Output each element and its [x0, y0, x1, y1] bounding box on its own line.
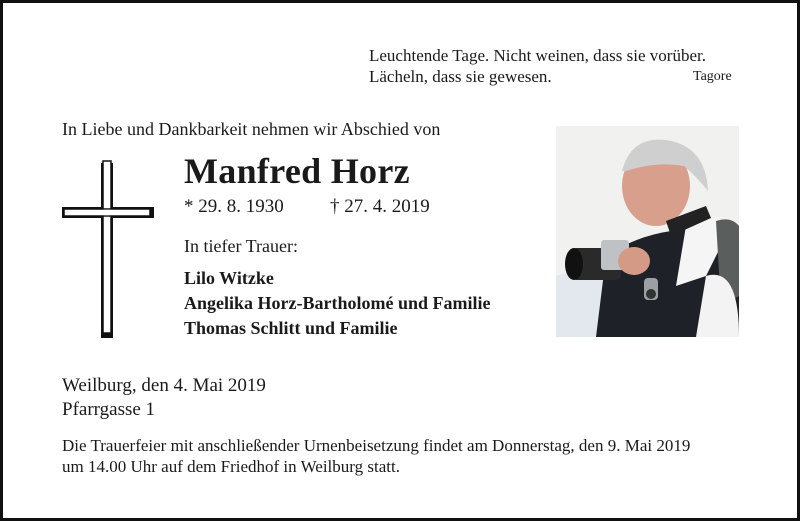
intro-text: In Liebe und Dankbarkeit nehmen wir Abschied von: [62, 119, 441, 139]
address: Pfarrgasse 1: [62, 399, 156, 420]
birth-date: * 29. 8. 1930: [184, 196, 284, 217]
cross-icon: [62, 160, 154, 338]
portrait-photo: [556, 126, 739, 337]
quote-author: Tagore: [693, 69, 732, 84]
mourner-name: Thomas Schlitt und Familie: [184, 318, 398, 338]
funeral-info-line-1: Die Trauerfeier mit anschließender Urnenbeisetzung findet am Donnerstag, den 9. Mai 2019: [62, 436, 691, 455]
place-date: Weilburg, den 4. Mai 2019: [62, 375, 266, 396]
quote-line-1: Leuchtende Tage. Nicht weinen, dass sie vorüber.: [369, 46, 706, 65]
quote-line-2: Lächeln, dass sie gewesen.: [369, 67, 552, 86]
mourner-name: Angelika Horz-Bartholomé und Familie: [184, 293, 491, 313]
deceased-name: Manfred Horz: [184, 151, 410, 191]
mourner-name: Lilo Witzke: [184, 268, 274, 288]
funeral-info-line-2: um 14.00 Uhr auf dem Friedhof in Weilburg statt.: [62, 457, 400, 476]
death-date: † 27. 4. 2019: [330, 196, 430, 217]
mourners-heading: In tiefer Trauer:: [184, 236, 298, 256]
